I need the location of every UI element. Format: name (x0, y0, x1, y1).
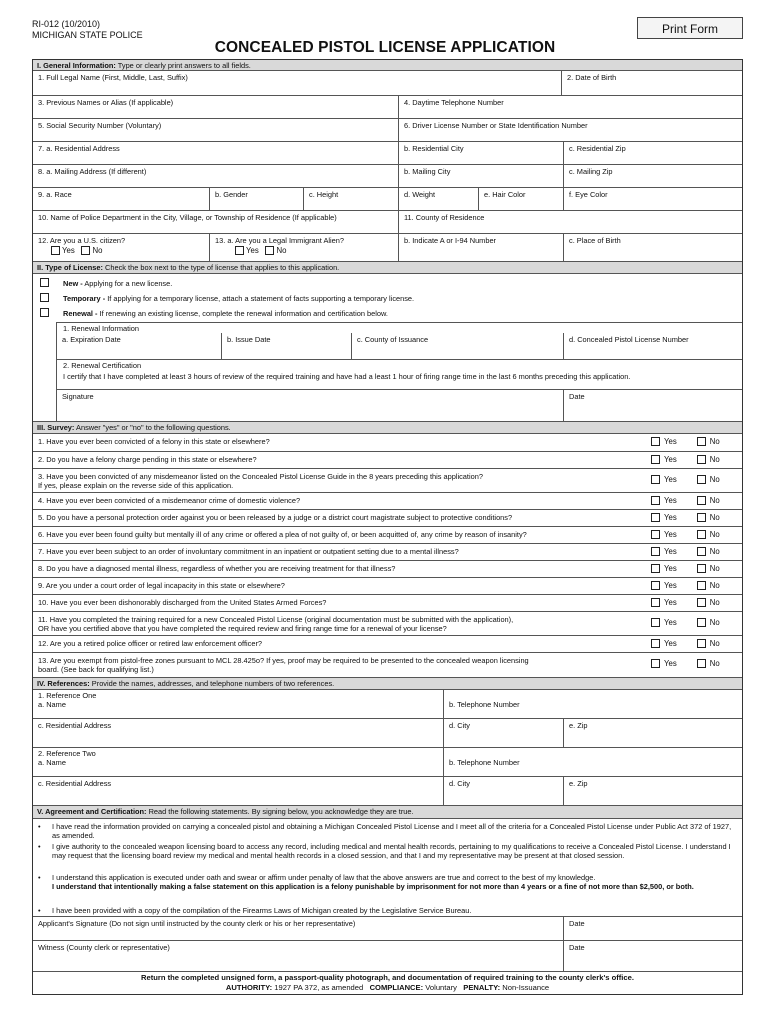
survey-no-checkbox[interactable] (697, 639, 706, 648)
yes-label: Yes (664, 598, 677, 607)
survey-no-checkbox[interactable] (697, 598, 706, 607)
citizen-yes-checkbox[interactable] (51, 246, 60, 255)
survey-no-checkbox[interactable] (697, 618, 706, 627)
return-instructions: Return the completed unsigned form, a passport-quality photograph, and documentation of required training to the county clerk's office. (141, 973, 634, 982)
ref2-address-row (33, 776, 742, 806)
survey-question-text: 9. Are you under a court order of legal incapacity in this state or elsewhere? (38, 581, 285, 590)
cpl-number-field[interactable]: d. Concealed Pistol License Number (563, 333, 743, 359)
survey-yes-no (651, 530, 720, 540)
citizen-no-checkbox[interactable] (81, 246, 90, 255)
renewal-cert-text: I certify that I have completed at least 3 hours of review of the required training and have had a least 1 hour of firing range time in the last 6 months preceding this application. (63, 372, 631, 381)
no-label: No (709, 455, 720, 464)
weight-field[interactable]: d. Weight (398, 188, 478, 211)
license-renewal-option[interactable]: Renewal - If renewing an existing license, complete the renewal information and certification below. (33, 306, 742, 321)
row-mailing (33, 164, 742, 188)
applicant-signature-field[interactable]: Applicant's Signature (Do not sign until instructed by the county clerk or his or her representative) (38, 919, 356, 928)
survey-no-checkbox[interactable] (697, 547, 706, 556)
survey-question-7 (33, 543, 742, 561)
survey-question-4 (33, 492, 742, 510)
survey-yes-checkbox[interactable] (651, 659, 660, 668)
ref1-address-row (33, 718, 742, 748)
survey-yes-no (651, 437, 720, 447)
legal-alien-field: 13. a. Are you a Legal Immigrant Alien? Yes No (209, 234, 398, 262)
applicant-date-field[interactable]: Date (563, 917, 742, 941)
county-of-issuance-field[interactable]: c. County of Issuance (351, 333, 563, 359)
survey-question-text: 5. Do you have a personal protection order against you or been released by a judge or a district court magistrate subject to protective conditions? (38, 513, 513, 522)
no-label: No (709, 496, 720, 505)
county-of-residence-field[interactable]: 11. County of Residence (398, 211, 742, 234)
survey-no-checkbox[interactable] (697, 455, 706, 464)
driver-license-field[interactable]: 6. Driver License Number or State Identification Number (398, 119, 742, 142)
survey-yes-checkbox[interactable] (651, 475, 660, 484)
mailing-city-field[interactable]: b. Mailing City (398, 165, 563, 188)
survey-yes-checkbox[interactable] (651, 513, 660, 522)
dob-field[interactable]: 2. Date of Birth (561, 71, 742, 95)
ref1-city-field[interactable]: d. City (443, 719, 563, 748)
survey-yes-no (651, 581, 720, 591)
survey-yes-checkbox[interactable] (651, 455, 660, 464)
license-temporary-checkbox[interactable] (40, 293, 49, 302)
reference-one-label: 1. Reference One (38, 691, 97, 700)
witness-signature-field[interactable]: Witness (County clerk or representative) (38, 943, 170, 952)
survey-no-checkbox[interactable] (697, 475, 706, 484)
yes-label: Yes (664, 513, 677, 522)
section-references-heading: IV. References: Provide the names, addresses, and telephone numbers of two references. (33, 677, 742, 690)
row-physical (33, 187, 742, 211)
residential-address-field[interactable]: 7. a. Residential Address (38, 144, 120, 153)
survey-question-2 (33, 451, 742, 469)
renewal-box (56, 322, 743, 426)
form-number: RI-012 (10/2010) (32, 19, 101, 29)
yes-label: Yes (664, 618, 677, 627)
survey-question-text: 1. Have you ever been convicted of a felony in this state or elsewhere? (38, 437, 270, 446)
survey-question-10 (33, 594, 742, 612)
no-label: No (709, 437, 720, 446)
row-police-dept (33, 210, 742, 234)
ref1-phone-field[interactable]: b. Telephone Number (443, 690, 742, 718)
row-prev-names (33, 95, 742, 119)
yes-label: Yes (664, 547, 677, 556)
gender-field[interactable]: b. Gender (209, 188, 303, 211)
survey-yes-no (651, 547, 720, 557)
section-survey-heading: III. Survey: Answer "yes" or "no" to the following questions. (33, 421, 742, 434)
survey-question-9 (33, 577, 742, 595)
survey-question-text: 2. Do you have a felony charge pending in this state or elsewhere? (38, 455, 257, 464)
survey-no-checkbox[interactable] (697, 659, 706, 668)
no-label: No (709, 639, 720, 648)
reference-two-label: 2. Reference Two (38, 749, 96, 758)
no-label: No (709, 581, 720, 590)
mailing-zip-field[interactable]: c. Mailing Zip (563, 165, 742, 188)
survey-yes-no (651, 659, 720, 669)
police-department-field[interactable]: 10. Name of Police Department in the City, Village, or Township of Residence (If applicable) (38, 213, 337, 222)
yes-label: Yes (664, 455, 677, 464)
no-label: No (709, 564, 720, 573)
survey-yes-no (651, 564, 720, 574)
license-renewal-checkbox[interactable] (40, 308, 49, 317)
survey-question-3 (33, 468, 742, 493)
survey-question-6 (33, 526, 742, 544)
no-label: No (709, 475, 720, 484)
survey-yes-no (651, 496, 720, 506)
survey-no-checkbox[interactable] (697, 564, 706, 573)
page-title: CONCEALED PISTOL LICENSE APPLICATION (214, 39, 556, 56)
license-temporary-option[interactable]: Temporary - If applying for a temporary license, attach a statement of facts supporting a temporary license. (33, 291, 742, 306)
survey-no-checkbox[interactable] (697, 530, 706, 539)
ref2-phone-field[interactable]: b. Telephone Number (443, 748, 742, 777)
survey-yes-checkbox[interactable] (651, 598, 660, 607)
survey-no-checkbox[interactable] (697, 496, 706, 505)
yes-label: Yes (664, 437, 677, 446)
survey-yes-checkbox[interactable] (651, 564, 660, 573)
yes-label: Yes (664, 475, 677, 484)
license-new-checkbox[interactable] (40, 278, 49, 287)
license-new-option[interactable]: New - Applying for a new license. (33, 276, 742, 291)
mailing-address-field[interactable]: 8. a. Mailing Address (If different) (38, 167, 147, 176)
section-license-type-heading: II. Type of License: Check the box next to the type of license that applies to this application. (33, 261, 742, 274)
survey-yes-no (651, 618, 720, 628)
survey-question-8 (33, 560, 742, 578)
survey-yes-checkbox[interactable] (651, 437, 660, 446)
ref2-zip-field[interactable]: e. Zip (563, 777, 742, 806)
residential-zip-field[interactable]: c. Residential Zip (563, 142, 742, 165)
survey-question-11 (33, 611, 742, 636)
ref2-name-field[interactable]: a. Name (38, 758, 66, 767)
survey-question-text: 6. Have you ever been found guilty but mentally ill of any crime or offered a plea of not guilty of, or been acquitted of, any crime by reason of insanity? (38, 530, 527, 539)
section-general-heading: I. General Information: Type or clearly print answers to all fields. (33, 59, 742, 71)
form-header (32, 19, 143, 41)
survey-yes-checkbox[interactable] (651, 547, 660, 556)
citizen-field: 12. Are you a U.S. citizen? Yes No (38, 236, 126, 255)
yes-label: Yes (664, 639, 677, 648)
yes-label: Yes (664, 564, 677, 573)
ref1-address-field[interactable]: c. Residential Address (38, 721, 112, 730)
survey-question-text: 10. Have you ever been dishonorably discharged from the United States Armed Forces? (38, 598, 327, 607)
survey-no-checkbox[interactable] (697, 437, 706, 446)
section-agreement-heading: V. Agreement and Certification: Read the following statements. By signing below, you acknowledge they are true. (33, 805, 742, 819)
eye-color-field[interactable]: f. Eye Color (563, 188, 742, 211)
renewal-info-label: 1. Renewal Information (63, 324, 139, 333)
survey-yes-checkbox[interactable] (651, 530, 660, 539)
ref2-city-field[interactable]: d. City (443, 777, 563, 806)
agency-name: MICHIGAN STATE POLICE (32, 30, 143, 40)
full-name-field[interactable]: 1. Full Legal Name (First, Middle, Last, Suffix) (38, 73, 188, 82)
no-label: No (709, 530, 720, 539)
no-label: No (709, 547, 720, 556)
survey-question-text: 7. Have you ever been subject to an order of involuntary commitment in an inpatient or outpatient setting due to a mental illness? (38, 547, 459, 556)
renewal-date-field[interactable]: Date (563, 390, 743, 427)
witness-row (33, 940, 742, 972)
alien-no-checkbox[interactable] (265, 246, 274, 255)
hair-color-field[interactable]: e. Hair Color (478, 188, 563, 211)
survey-yes-no (651, 598, 720, 608)
no-label: No (709, 659, 720, 668)
yes-label: Yes (664, 496, 677, 505)
place-of-birth-field[interactable]: c. Place of Birth (563, 234, 742, 262)
survey-question-13 (33, 652, 742, 675)
issue-date-field[interactable]: b. Issue Date (221, 333, 351, 359)
row-citizenship (33, 233, 742, 262)
survey-yes-checkbox[interactable] (651, 618, 660, 627)
witness-date-field[interactable]: Date (563, 941, 742, 972)
survey-question-1 (33, 434, 742, 451)
yes-label: Yes (664, 659, 677, 668)
previous-names-field[interactable]: 3. Previous Names or Alias (If applicable) (38, 98, 174, 107)
ref2-name-row (33, 747, 742, 777)
row-residential (33, 141, 742, 165)
survey-no-checkbox[interactable] (697, 581, 706, 590)
print-form-button[interactable]: Print Form (637, 17, 743, 39)
survey-question-text: 8. Do you have a diagnosed mental illness, regardless of whether you are receiving treatment for that illness? (38, 564, 396, 573)
ssn-field[interactable]: 5. Social Security Number (Voluntary) (38, 121, 162, 130)
survey-yes-no (651, 455, 720, 465)
application-form: I. General Information: Type or clearly print answers to all fields. 1. Full Legal Name (First, Middle, Last, Suffix) 2. Date of Birth 3. Previous Names or Alias (If applicable) 4. Daytime Telephone Number 5. Social Security Number (Voluntary) 6. Driver License Number or State Identification Number 7. a. Residential Address b. Residential City c. Residential Zip 8. a. Mailing Address (If different) b. Mailing City c. Mailing Zip 9. a. Race b. Gender c. Height d. Weight e. Hair Color f. Eye Color 10. Name of Police Department in the City, Village, or Township of Residence (If applicable) 11. County of Residence 12. Are you a U.S. citizen? Yes No 13. a. Are you a Legal Immigrant Alien? Yes No b. Indicate A or I-94 Number c. Place of Birth II. Type of License: Check the box next to the type of license that applies to this application. New - Applying for a new license. Temporary - If applying for a temporary license, attach a statement of facts supporting a temporary license. Renewal - If renewing an existing license, complete the renewal information and certification below. 1. Renewal Information a. Expiration Date b. Issue Date c. County of Issuance d. Concealed Pistol License Number 2. Renewal Certification I certify that I have completed at least 3 hours of review of the required training and have had a least 1 hour of firing range time in the last 6 months preceding this application. Signature Date III. Survey: Answer "yes" or "no" to the following questions. 1. Have you ever been convicted of a felony in this state or elsewhere? Yes No 2. Do you have a felony charge pending in this state or elsewhere? Yes No 3. Have you been convicted of any misdemeanor listed on the Concealed Pistol License Guide in the 8 years preceding this application? If yes, please explain on the reverse side of this application. Yes No 4. Have you ever been convicted of a misdemeanor crime of domestic violence? Yes No 5. Do you have a personal protection order against you or been released by a judge or a district court magistrate subject to protective conditions? Yes No 6. Have you ever been found guilty but mentally ill of any crime or offered a plea of not guilty of, or been acquitted of, any crime by reason of insanity? Yes No 7. Have you ever been subject to an order of involuntary commitment in an inpatient or outpatient setting due to a mental illness? Yes No 8. Do you have a diagnosed mental illness, regardless of whether you are receiving treatment for that illness? Yes No 9. Are you under a court order of legal incapacity in this state or elsewhere? Yes No 10. Have you ever been dishonorably discharged from the United States Armed Forces? Yes No 11. Have you completed the training required for a new Concealed Pistol License (original documentation must be submitted with the application), OR have you certified above that you have completed the required review and firing range time for a renewal of your license? Yes No 12. Are you a retired police officer or retired law enforcement officer? Yes No 13. Are you exempt from pistol-free zones pursuant to MCL 28.425o? If yes, proof may be required to be presented to the concealed weapon licensing board. (See back for qualifying list.) Yes No IV. References: Provide the names, addresses, and telephone numbers of two references. 1. Reference One a. Name b. Telephone Number c. Residential Address d. City e. Zip 2. Reference Two a. Name b. Telephone Number c. Residential Address d. City e. Zip V. Agreement and Certification: Read the following statements. By signing below, you acknowledge they are true. • I have read the information provided on carrying a concealed pistol and obtaining a Michigan Concealed Pistol License and I meet all of the criteria for a Concealed Pistol License under Public Act 372 of 1927, as amended. • I give authority to the concealed weapon licensing board to access any record, including medical and mental health records, pertaining to my qualifications to receive a Concealed Pistol License. I understand I may request that the licensing board review my medical and mental health records in a closed session, and that I and my representative may be present at that closed session. • I understand this application is executed under oath and swear or affirm under penalty of law that the above answers are true and correct to the best of my knowledge. I understand that intentionally making a false statement on this application is a felony punishable by imprisonment for not more than 4 years or a fine of not more than $2,500, or both. • I have been provided with a copy of the compilation of the Firearms Laws of Michigan created by the Legislative Service Bureau. Applicant's Signature (Do not sign until instructed by the county clerk or his or her representative) Date Witness (County clerk or representative) Date Return the completed unsigned form, a passport-quality photograph, and documentation of required training to the county clerk's office. AUTHORITY: 1927 PA 372, as amended COMPLIANCE: Voluntary PENALTY: Non-Issuance (32, 59, 743, 995)
renewal-cert-label: 2. Renewal Certification (63, 361, 142, 370)
ref1-name-row (33, 690, 742, 718)
survey-question-text: 11. Have you completed the training required for a new Concealed Pistol License (original documentation must be submitted with the application), OR have you certified above that you have completed the required review and firing range time for a renewal of your license? (38, 615, 514, 633)
height-field[interactable]: c. Height (303, 188, 398, 211)
residential-city-field[interactable]: b. Residential City (398, 142, 563, 165)
survey-question-text: 12. Are you a retired police officer or retired law enforcement officer? (38, 639, 263, 648)
i94-number-field[interactable]: b. Indicate A or I-94 Number (398, 234, 563, 262)
no-label: No (709, 513, 720, 522)
survey-yes-no (651, 475, 720, 485)
survey-question-text: 4. Have you ever been convicted of a misdemeanor crime of domestic violence? (38, 496, 301, 505)
survey-yes-checkbox[interactable] (651, 639, 660, 648)
survey-question-text: 13. Are you exempt from pistol-free zones pursuant to MCL 28.425o? If yes, proof may be required to be presented to the concealed weapon licensing board. (See back for qualifying list.) (38, 656, 529, 674)
no-label: No (709, 598, 720, 607)
survey-yes-no (651, 639, 720, 649)
alien-yes-checkbox[interactable] (235, 246, 244, 255)
survey-yes-no (651, 513, 720, 523)
survey-yes-checkbox[interactable] (651, 496, 660, 505)
renewal-signature-field[interactable]: Signature (62, 392, 94, 401)
survey-question-text: 3. Have you been convicted of any misdemeanor listed on the Concealed Pistol License Guide in the 8 years preceding this application? If yes, please explain on the reverse side of this application. (38, 472, 483, 490)
survey-no-checkbox[interactable] (697, 513, 706, 522)
survey-yes-checkbox[interactable] (651, 581, 660, 590)
survey-question-12 (33, 635, 742, 653)
phone-field[interactable]: 4. Daytime Telephone Number (398, 96, 742, 119)
race-field[interactable]: 9. a. Race (38, 190, 72, 199)
row-ssn (33, 118, 742, 142)
ref2-address-field[interactable]: c. Residential Address (38, 779, 112, 788)
yes-label: Yes (664, 581, 677, 590)
ref1-zip-field[interactable]: e. Zip (563, 719, 742, 748)
yes-label: Yes (664, 530, 677, 539)
no-label: No (709, 618, 720, 627)
survey-question-5 (33, 509, 742, 527)
expiration-date-field[interactable]: a. Expiration Date (62, 335, 121, 344)
applicant-signature-row (33, 916, 742, 941)
ref1-name-field[interactable]: a. Name (38, 700, 66, 709)
authority-line: AUTHORITY: 1927 PA 372, as amended COMPLIANCE: Voluntary PENALTY: Non-Issuance (225, 983, 550, 992)
row-name (33, 71, 742, 95)
